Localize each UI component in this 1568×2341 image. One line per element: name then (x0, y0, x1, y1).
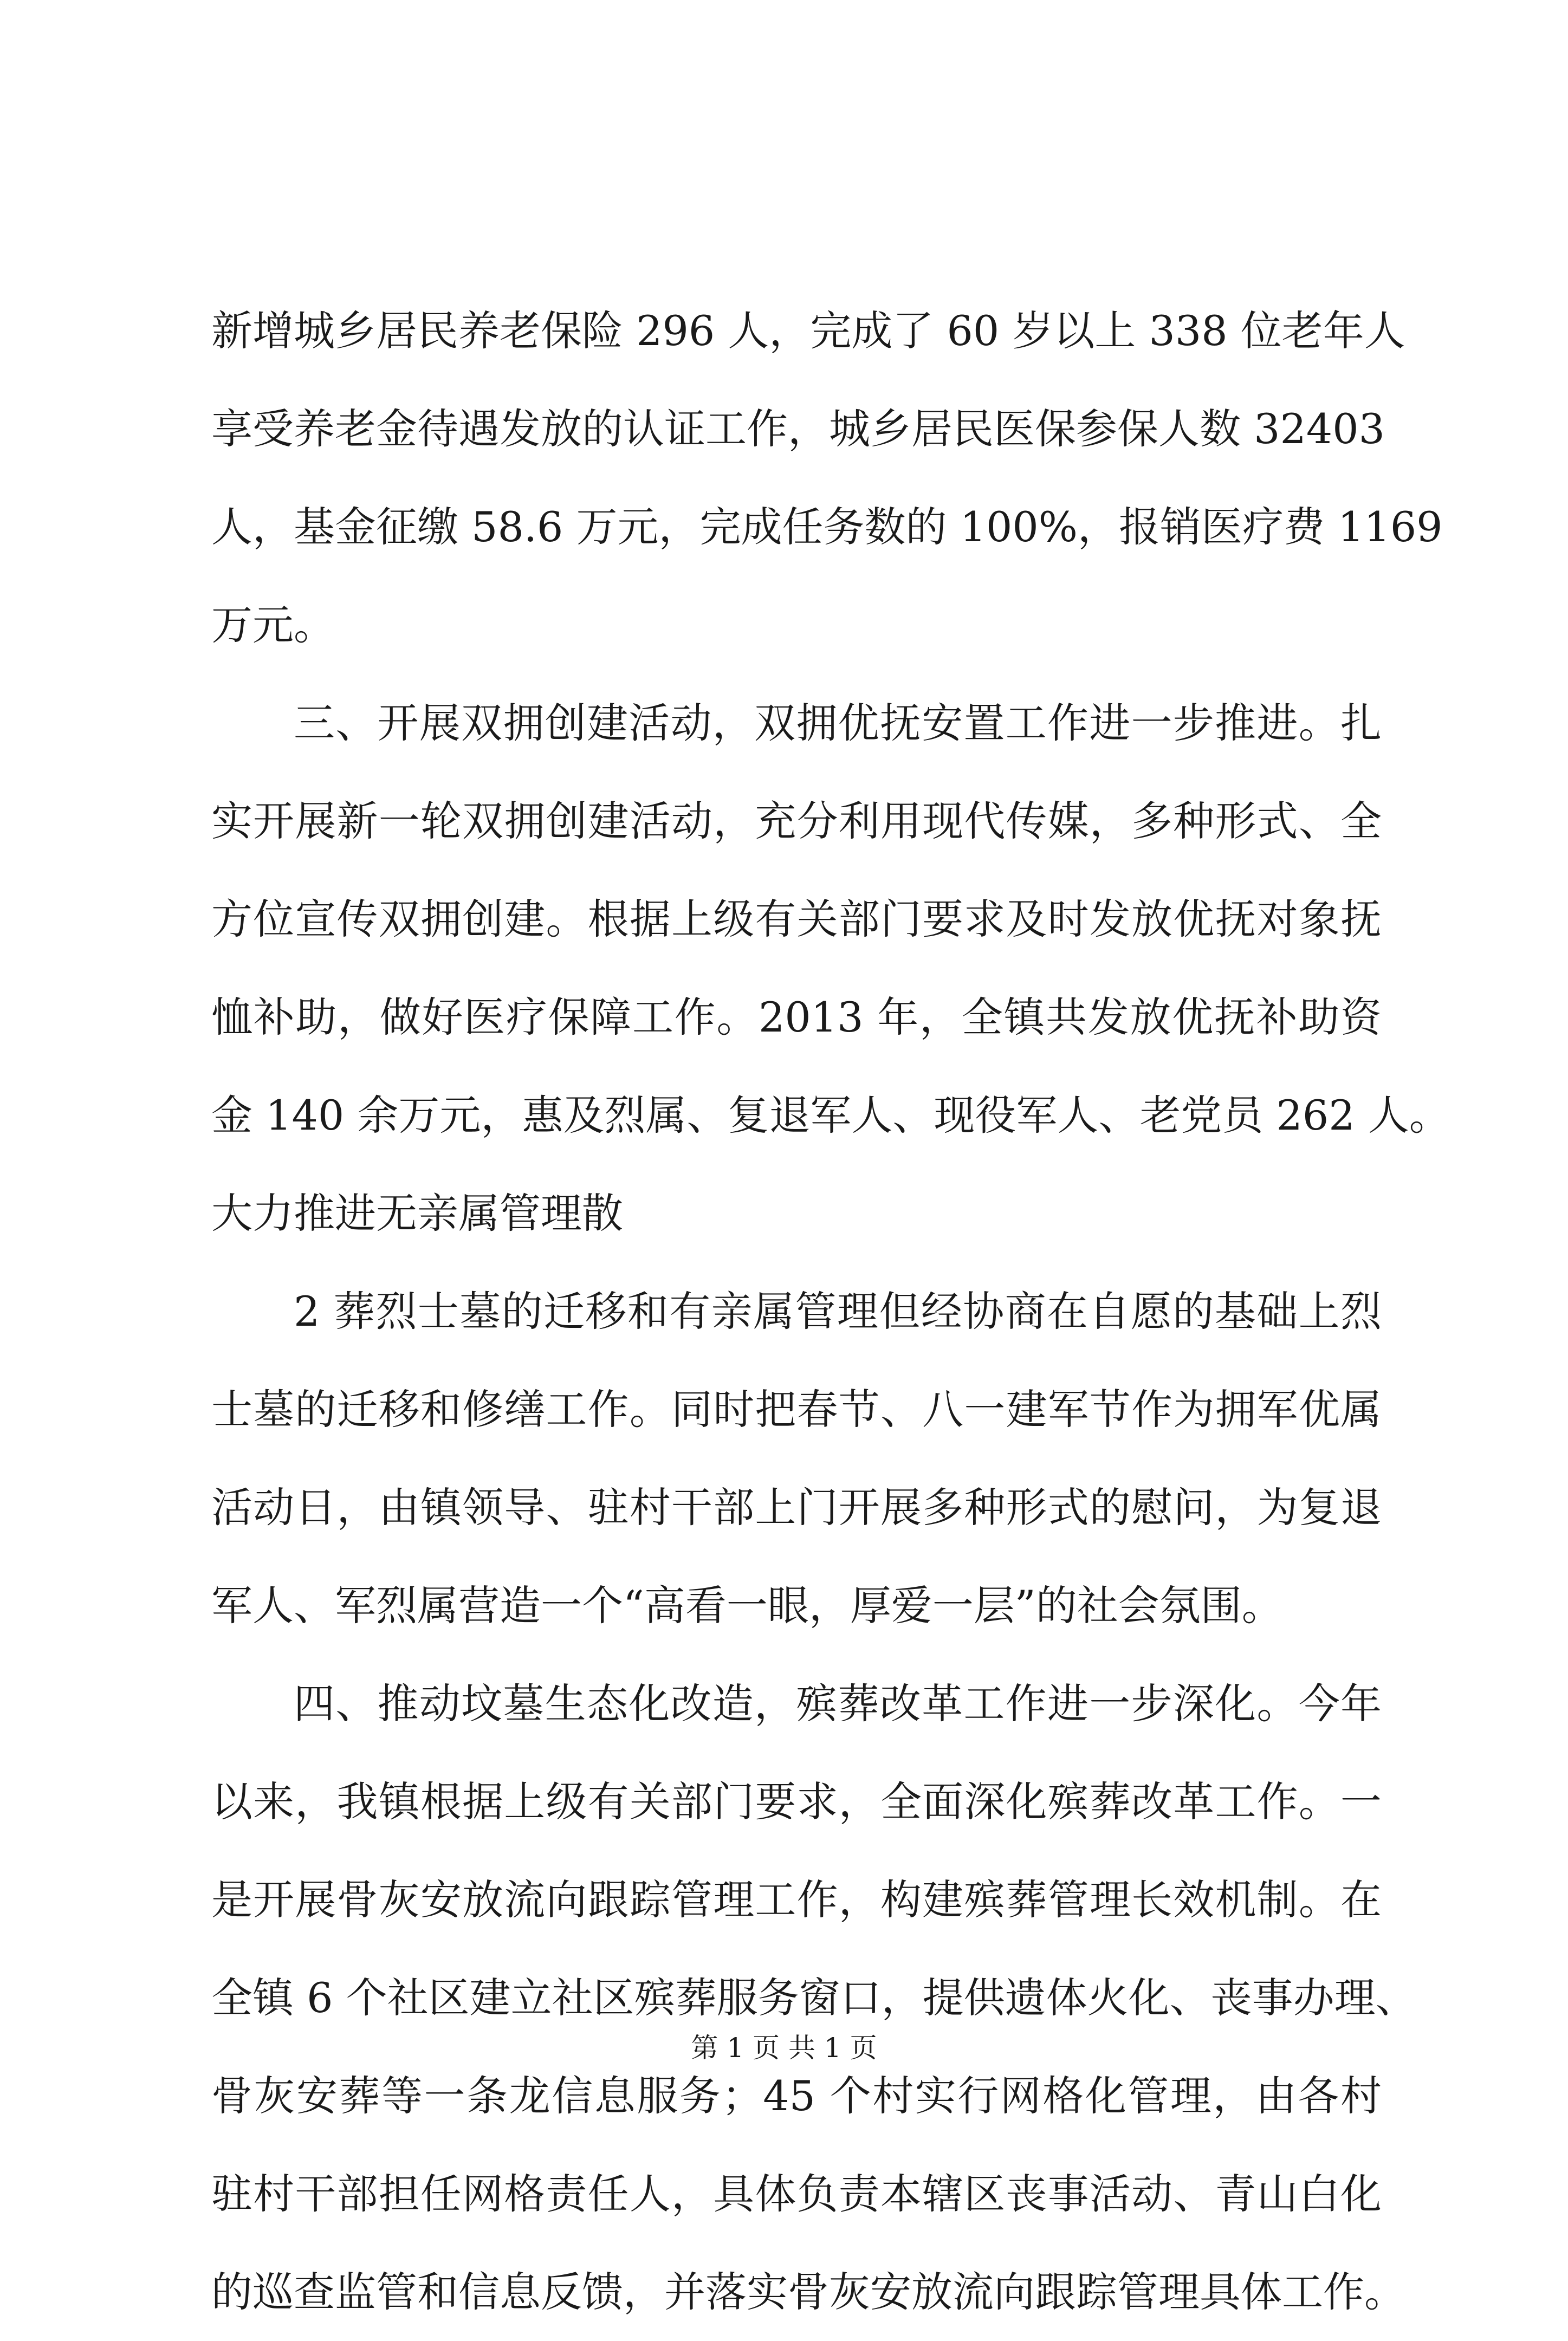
paragraph-start-line: 四、推动坟墓生态化改造，殡葬改革工作进一步深化。今年 (294, 1679, 1382, 1728)
page-number-label: 第 1 页 共 1 页 (691, 2032, 877, 2064)
text-line: 的巡查监管和信息反馈，并落实骨灰安放流向跟踪管理具体工作。 (211, 2268, 1405, 2316)
text-line: 新增城乡居民养老保险 296 人，完成了 60 岁以上 338 位老年人 (211, 307, 1405, 355)
text-line: 金 140 余万元，惠及烈属、复退军人、现役军人、老党员 262 人。 (211, 1091, 1450, 1139)
paragraph-start-line: 2 葬烈士墓的迁移和有亲属管理但经协商在自愿的基础上烈 (294, 1287, 1382, 1335)
text-line: 恤补助，做好医疗保障工作。2013 年，全镇共发放优抚补助资 (211, 993, 1382, 1041)
text-line: 是开展骨灰安放流向跟踪管理工作，构建殡葬管理长效机制。在 (211, 1876, 1382, 1924)
text-line: 方位宣传双拥创建。根据上级有关部门要求及时发放优抚对象抚 (211, 895, 1382, 943)
text-line: 人，基金征缴 58.6 万元，完成任务数的 100%，报销医疗费 1169 (211, 503, 1443, 551)
text-line: 驻村干部担任网格责任人，具体负责本辖区丧事活动、青山白化 (211, 2170, 1382, 2218)
text-line: 享受养老金待遇发放的认证工作，城乡居民医保参保人数 32403 (211, 405, 1385, 453)
text-line: 大力推进无亲属管理散 (211, 1189, 623, 1237)
text-line: 军人、军烈属营造一个“高看一眼，厚爱一层”的社会氛围。 (211, 1581, 1283, 1630)
text-line: 实开展新一轮双拥创建活动，充分利用现代传媒，多种形式、全 (211, 797, 1382, 845)
page-footer (0, 2026, 1568, 2070)
text-line: 活动日，由镇领导、驻村干部上门开展多种形式的慰问，为复退 (211, 1483, 1382, 1532)
paragraph-start-line: 三、开展双拥创建活动，双拥优抚安置工作进一步推进。扎 (294, 699, 1382, 747)
text-line: 士墓的迁移和修缮工作。同时把春节、八一建军节作为拥军优属 (211, 1385, 1382, 1434)
text-line: 以来，我镇根据上级有关部门要求，全面深化殡葬改革工作。一 (211, 1778, 1382, 1826)
text-line: 万元。 (211, 601, 335, 649)
text-line: 全镇 6 个社区建立社区殡葬服务窗口，提供遗体火化、丧事办理、 (211, 1974, 1417, 2022)
text-line: 骨灰安葬等一条龙信息服务；45 个村实行网格化管理，由各村 (211, 2072, 1382, 2120)
